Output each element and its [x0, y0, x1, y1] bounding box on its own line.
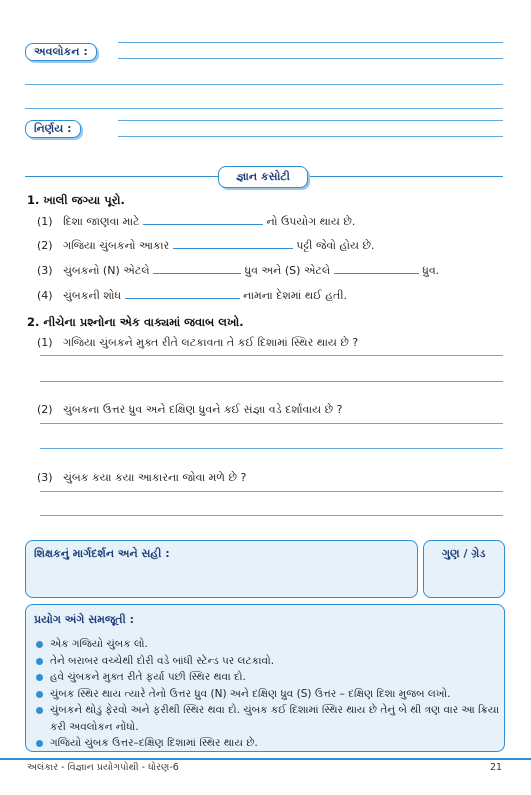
fill-blank[interactable]: [153, 264, 241, 274]
teacher-box-title: શિક્ષકનું માર્ગદર્શન અને સહી :: [34, 547, 170, 560]
answer-line[interactable]: [40, 515, 503, 516]
list-item: એક ગજિયો ચુંબક લો.: [36, 636, 506, 653]
fill-blank[interactable]: [173, 239, 293, 249]
list-item: ચુંબક સ્થિર થાય ત્યારે તેનો ઉત્તર ધ્રુવ (N) અને દક્ષિણ ધ્રુવ (S) ઉત્તર – દક્ષિણ દિશા મુજબ લખો.: [36, 686, 506, 703]
experiment-title: પ્રયોગ અંગે સમજૂતી :: [34, 613, 134, 626]
conclusion-label: નિર્ણય :: [25, 120, 81, 138]
page-number: 21: [490, 762, 503, 773]
answer-line[interactable]: [118, 42, 503, 43]
answer-line[interactable]: [118, 120, 503, 121]
list-item: ચુંબકને થોડું ફેરવો અને ફરીથી સ્થિર થવા દો. ચુંબક કઈ દિશામાં સ્થિર થાય છે તેનું બે થી ત્રણ વાર આ ક્રિયા કરી અવલોકન નોંધો.: [36, 702, 506, 735]
list-item: ગજિયો ચુંબક ઉત્તર–દક્ષિણ દિશામાં સ્થિર થાય છે.: [36, 735, 506, 752]
answer-line[interactable]: [40, 491, 503, 492]
q2-item-1: (1) ગજિયા ચુંબકને મુક્ત રીતે લટકાવતા તે કઈ દિશામાં સ્થિર થાય છે ?: [37, 336, 359, 349]
section-divider: [306, 176, 503, 177]
q2-item-2: (2) ચુંબકના ઉત્તર ધ્રુવ અને દક્ષિણ ધ્રુવને કઈ સંજ્ઞા વડે દર્શાવાય છે ?: [37, 403, 343, 416]
footer-title: અલંકાર - વિજ્ઞાન પ્રયોગપોથી - ધોરણ-6: [27, 762, 179, 773]
q1-item-1: (1) દિશા જાણવા માટે નો ઉપયોગ થાય છે.: [37, 215, 356, 228]
grade-box[interactable]: [423, 540, 505, 598]
answer-line[interactable]: [40, 381, 503, 382]
grade-box-title: ગુણ / ગ્રેડ: [442, 547, 486, 560]
q1-item-2: (2) ગજિયા ચુંબકનો આકાર પટ્ટી જેવો હોય છે.: [37, 239, 375, 252]
answer-line[interactable]: [25, 108, 503, 109]
q1-heading: 1. ખાલી જગ્યા પૂરો.: [27, 193, 125, 207]
answer-line[interactable]: [118, 136, 503, 137]
list-item: હવે ચુંબકને મુક્ત રીતે ફર્યા પછી સ્થિર થવા દો.: [36, 669, 506, 686]
list-item: તેને બરાબર વચ્ચેથી દોરી વડે બાંધી સ્ટેન્ડ પર લટકાવો.: [36, 653, 506, 670]
q1-item-4: (4) ચુંબકની શોધ નામના દેશમાં થઈ હતી.: [37, 289, 347, 302]
fill-blank[interactable]: [143, 215, 263, 225]
section-badge: જ્ઞાન કસોટી: [218, 166, 308, 188]
q2-item-3: (3) ચુંબક કયા કયા આકારના જોવા મળે છે ?: [37, 471, 247, 484]
q1-item-3: (3) ચુંબકનો (N) એટલે ધ્રુવ અને (S) એટલે ધ્રુવ.: [37, 264, 440, 277]
answer-line[interactable]: [40, 355, 503, 356]
answer-line[interactable]: [25, 84, 503, 85]
answer-line[interactable]: [40, 423, 503, 424]
observation-label: અવલોકન :: [25, 43, 97, 61]
experiment-points: [36, 636, 506, 752]
fill-blank[interactable]: [125, 289, 240, 299]
answer-line[interactable]: [118, 58, 503, 59]
answer-line[interactable]: [40, 448, 503, 449]
footer-rule: [0, 758, 531, 760]
teacher-signature-box[interactable]: [25, 540, 418, 598]
fill-blank[interactable]: [334, 264, 419, 274]
q2-heading: 2. નીચેના પ્રશ્નોના એક વાક્યમાં જવાબ લખો.: [27, 315, 244, 329]
section-divider: [25, 176, 218, 177]
